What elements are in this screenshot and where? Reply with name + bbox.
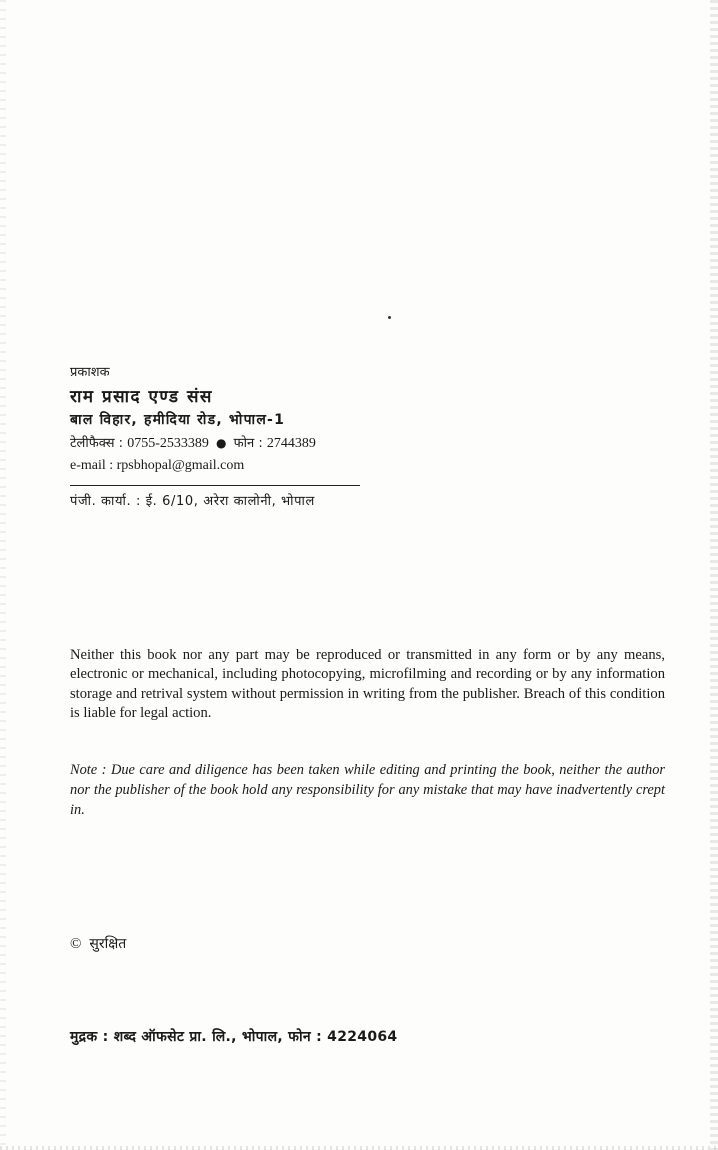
- publisher-phone-line: [70, 432, 370, 455]
- bullet-separator: ●: [216, 436, 227, 450]
- copyright-text: सुरक्षित: [89, 936, 127, 952]
- publisher-address: बाल विहार, हमीदिया रोड, भोपाल-1: [70, 412, 286, 428]
- scan-edge-left: [0, 0, 6, 1150]
- printer-line: मुद्रक : शब्द ऑफसेट प्रा. लि., भोपाल, फोन : 4224064: [70, 1029, 398, 1045]
- divider: [70, 485, 360, 486]
- publisher-name: राम प्रसाद एण्ड संस: [70, 387, 213, 407]
- publisher-email: e-mail : rpsbhopal@gmail.com: [70, 458, 245, 473]
- disclaimer-note: Note : Due care and diligence has been taken while editing and printing the book, neither the author nor the publisher of the book hold any responsibility for any mistake that may have inadvertently crept in.: [70, 762, 665, 818]
- scan-edge-bottom: [0, 1146, 718, 1150]
- telefax-label: टेलीफैक्स :: [70, 436, 124, 451]
- scan-edge-right: [710, 0, 718, 1150]
- publisher-block: [70, 364, 370, 512]
- phone-label: फोन :: [233, 436, 263, 451]
- publisher-label: प्रकाशक: [70, 365, 110, 380]
- rights-notice: Neither this book nor any part may be reproduced or transmitted in any form or by any means, electronic or mechanical, including photocopying, microfilming and recording or by any information storage and retrival system without permission in writing from the publisher. Breach of this condition is liable for legal action.: [70, 647, 665, 721]
- phone-number: 2744389: [266, 436, 316, 451]
- registered-office: पंजी. कार्या. : ई. 6/10, अरेरा कालोनी, भोपाल: [70, 494, 315, 509]
- copyright-symbol: ©: [70, 936, 82, 952]
- copyright-line: [70, 934, 126, 954]
- scan-speck: [388, 316, 391, 319]
- telefax-number: 0755-2533389: [127, 436, 209, 451]
